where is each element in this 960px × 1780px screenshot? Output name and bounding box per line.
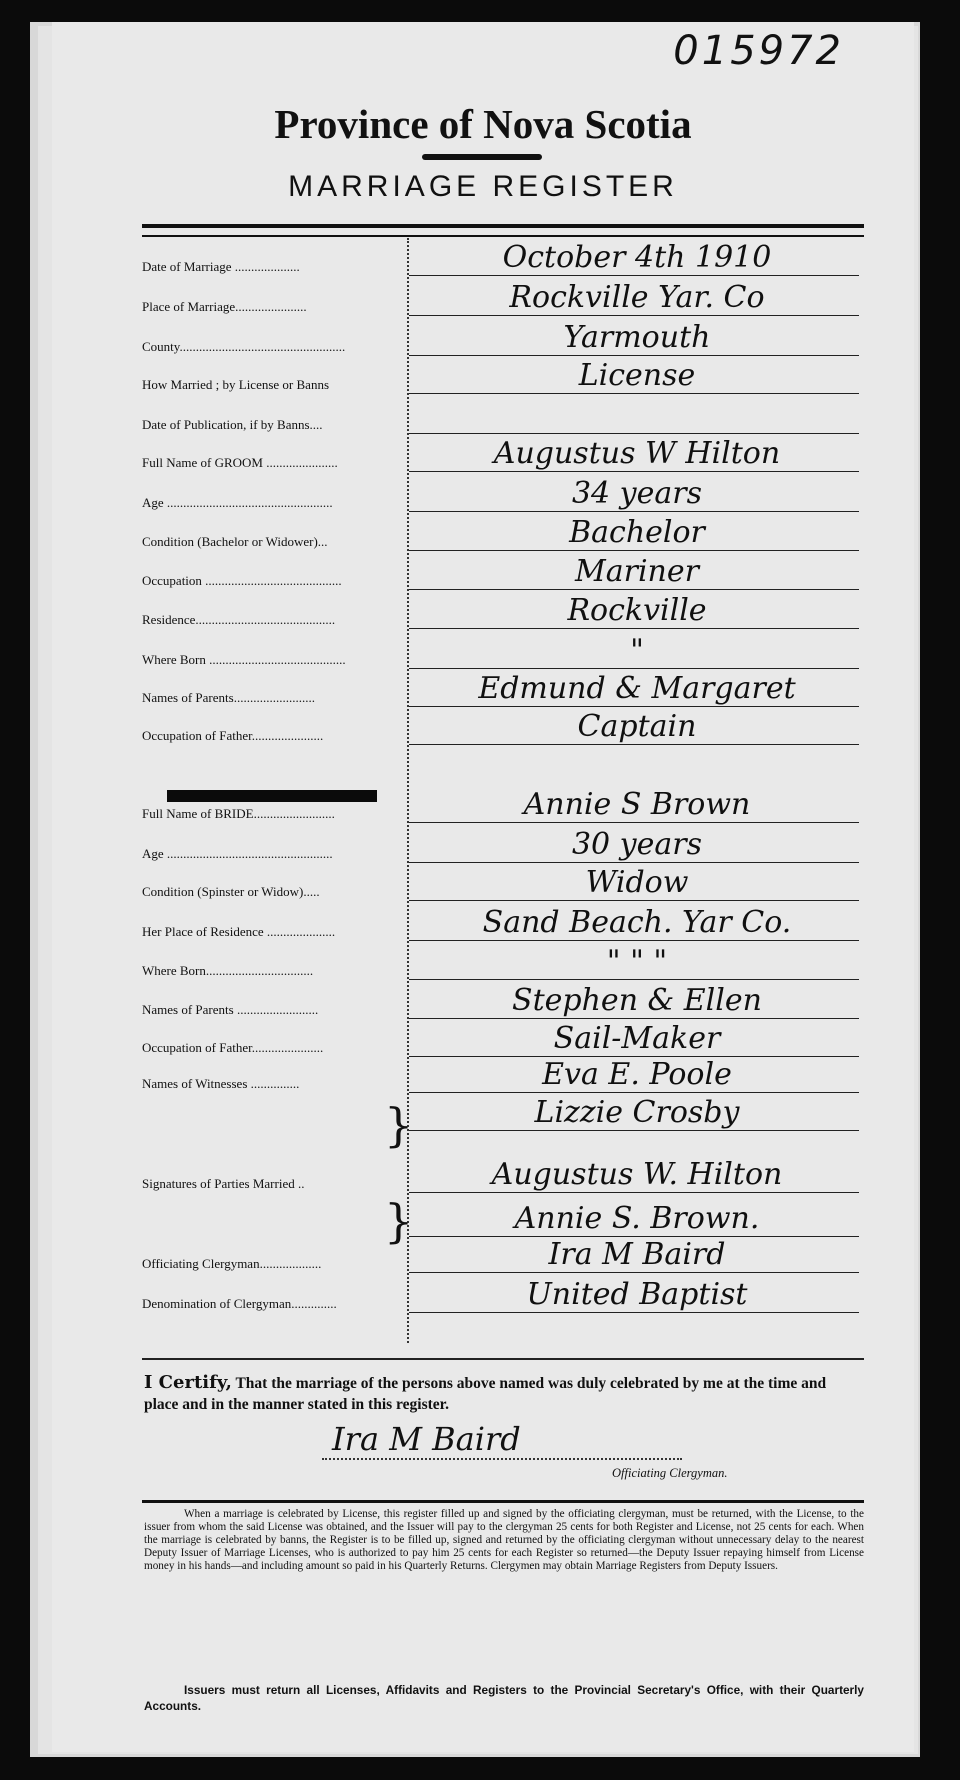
field-underline: [409, 1130, 859, 1131]
field-label: Officiating Clergyman...................: [142, 1256, 322, 1271]
top-double-rule: [142, 224, 864, 237]
license-notice: When a marriage is celebrated by License, this register filled up and signed by the officiating clergyman, must be returned, with the License, to the issuer from whom the said License was obtained, and the Issuer will pay to the clergyman 25 cents for both Register and License, not 25 cents for each. When the marriage is celebrated by banns, the Register is to be filled up, signed and returned by the officiating clergyman without unnecessary delay to the nearest Deputy Issuer of Marriage Licenses, who is authorized to pay him 25 cents for each Register so returned—the Deputy Issuer repaying himself from License money in his hands—and including amount so paid in his Quarterly Returns. Clergymen may obtain Marriage Registers from Deputy Issuers.: [144, 1508, 864, 1572]
field-label: How Married ; by License or Banns: [142, 377, 330, 392]
field-value-handwritten: Sand Beach. Yar Co.: [482, 905, 792, 940]
field-label: Names of Witnesses ...............: [142, 1076, 300, 1091]
field-underline: [409, 706, 859, 707]
field-underline: [409, 433, 859, 434]
field-label: Signatures of Parties Married ..: [142, 1176, 305, 1191]
field-value-handwritten: Edmund & Margaret: [478, 671, 796, 706]
field-value-handwritten: Rockville Yar. Co: [509, 280, 765, 315]
field-label: Condition (Bachelor or Widower)...: [142, 534, 328, 549]
field-value-handwritten: Yarmouth: [563, 320, 711, 355]
groom-bride-separator-bar: [167, 790, 377, 802]
signatures-brace: }: [384, 1194, 414, 1248]
field-underline: [409, 744, 859, 745]
field-label: Date of Publication, if by Banns....: [142, 417, 323, 432]
field-label: Names of Parents.........................: [142, 690, 315, 705]
field-value-handwritten: Eva E. Poole: [542, 1057, 732, 1092]
certify-lead: I Certify,: [144, 1372, 232, 1393]
field-label: Condition (Spinster or Widow).....: [142, 884, 320, 899]
field-label: County...................................................: [142, 339, 346, 354]
register-title: MARRIAGE REGISTER: [288, 170, 678, 203]
signature-caption: Officiating Clergyman.: [612, 1466, 728, 1480]
field-label: Residence...........................................: [142, 612, 336, 627]
field-underline: [409, 1192, 859, 1193]
register-number: 015972: [673, 28, 844, 74]
certify-text: That the marriage of the persons above named was duly celebrated by me at the time and place and in the manner stated in this register.: [144, 1375, 827, 1413]
field-underline: [409, 822, 859, 823]
field-underline: [409, 862, 859, 863]
field-underline: [409, 1272, 859, 1273]
field-value-handwritten: 30 years: [571, 827, 703, 862]
field-label: Full Name of GROOM ......................: [142, 455, 338, 470]
field-underline: [409, 1092, 859, 1093]
field-underline: [409, 1312, 859, 1313]
field-value-handwritten: Augustus W. Hilton: [491, 1157, 783, 1192]
field-label: Where Born.................................: [142, 963, 314, 978]
field-underline: [409, 355, 859, 356]
field-underline: [409, 275, 859, 276]
field-label: Denomination of Clergyman..............: [142, 1296, 337, 1311]
certification-statement: [144, 1372, 864, 1415]
field-value-handwritten: October 4th 1910: [502, 240, 772, 275]
field-label: Age ...................................................: [142, 495, 333, 510]
witnesses-brace: }: [384, 1098, 414, 1152]
field-label: Place of Marriage......................: [142, 299, 307, 314]
field-value-handwritten: Annie S. Brown.: [514, 1201, 760, 1236]
field-value-handwritten: Captain: [577, 709, 697, 744]
field-underline: [409, 900, 859, 901]
field-underline: [409, 471, 859, 472]
field-value-handwritten: Sail-Maker: [553, 1021, 721, 1056]
field-value-handwritten: Bachelor: [569, 515, 705, 550]
field-value-handwritten: Rockville: [567, 593, 707, 628]
field-label: Occupation of Father......................: [142, 1040, 324, 1055]
field-value-handwritten: Ira M Baird: [548, 1237, 726, 1272]
field-value-handwritten: Lizzie Crosby: [534, 1095, 740, 1130]
issuers-notice: Issuers must return all Licenses, Affidavits and Registers to the Provincial Secretary's Office, with their Quarterly Accounts.: [144, 1683, 864, 1713]
field-label: Full Name of BRIDE.........................: [142, 806, 335, 821]
signature-line: [322, 1458, 682, 1460]
province-heading: Province of Nova Scotia: [274, 101, 692, 147]
field-label: Where Born ..........................................: [142, 652, 346, 667]
clergyman-signature: Ira M Baird: [332, 1420, 521, 1458]
field-underline: [409, 589, 859, 590]
field-value-handwritten: ": [630, 633, 644, 668]
field-underline: [409, 668, 859, 669]
field-value-handwritten: 34 years: [571, 476, 703, 511]
field-label: Age ...................................................: [142, 846, 333, 861]
field-underline: [409, 511, 859, 512]
field-underline: [409, 393, 859, 394]
field-label: Date of Marriage ....................: [142, 259, 300, 274]
field-value-handwritten: License: [578, 358, 696, 393]
field-value-handwritten: Augustus W Hilton: [493, 436, 781, 471]
marriage-register-form: [52, 22, 914, 1752]
field-underline: [409, 979, 859, 980]
field-value-handwritten: " " ": [606, 944, 668, 979]
notice-rule: [142, 1500, 864, 1503]
heading-flourish: [422, 154, 542, 160]
field-underline: [409, 940, 859, 941]
field-label: Names of Parents .........................: [142, 1002, 319, 1017]
field-value-handwritten: Mariner: [575, 554, 699, 589]
field-label: Occupation ..........................................: [142, 573, 342, 588]
field-value-handwritten: Stephen & Ellen: [512, 983, 762, 1018]
field-underline: [409, 1018, 859, 1019]
field-value-handwritten: United Baptist: [526, 1277, 748, 1312]
field-underline: [409, 550, 859, 551]
column-divider: [407, 238, 409, 1343]
field-underline: [409, 315, 859, 316]
field-value-handwritten: Annie S Brown: [523, 787, 751, 822]
field-underline: [409, 628, 859, 629]
field-label: Occupation of Father......................: [142, 728, 324, 743]
certify-rule: [142, 1358, 864, 1360]
field-value-handwritten: Widow: [585, 865, 689, 900]
field-label: Her Place of Residence .....................: [142, 924, 336, 939]
